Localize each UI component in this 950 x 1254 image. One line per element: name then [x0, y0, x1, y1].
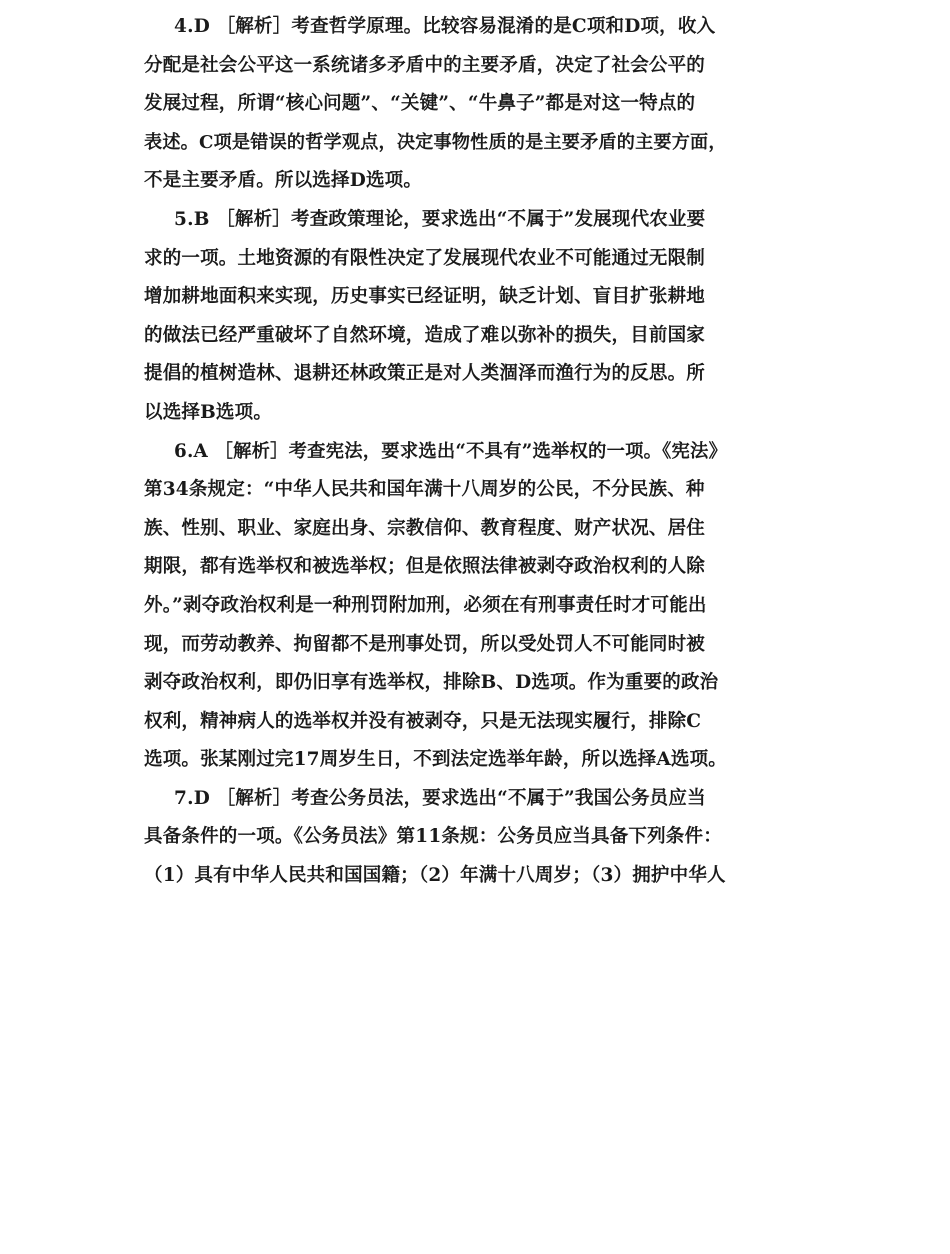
paragraph-4-line-5: 不是主要矛盾。所以选择D选项。 — [144, 170, 423, 192]
paragraph-4-line-3: 发展过程，所谓“核心问题”、“关键”、“牛鼻子”都是对这一特点的 — [144, 93, 696, 115]
paragraph-4-line-2: 分配是社会公平这一系统诸多矛盾中的主要矛盾，决定了社会公平的 — [144, 54, 706, 76]
paragraph-5-line-6: 以选择B选项。 — [144, 401, 273, 423]
answer-explanation-text — [144, 8, 730, 896]
paragraph-7-line-3: （1）具有中华人民共和国国籍；（2）年满十八周岁；（3）拥护中华人 — [144, 865, 726, 887]
paragraph-6-line-2: 第34条规定：“中华人民共和国年满十八周岁的公民，不分民族、种 — [144, 479, 705, 501]
paragraph-6-line-7: 剥夺政治权利，即仍旧享有选举权，排除B、D选项。作为重要的政治 — [144, 672, 719, 694]
paragraph-6-line-4: 期限，都有选举权和被选举权；但是依照法律被剥夺政治权利的人除 — [144, 556, 706, 578]
paragraph-6-line-3: 族、性别、职业、家庭出身、宗教信仰、教育程度、财产状况、居住 — [144, 517, 706, 539]
paragraph-6-line-6: 现，而劳动教养、拘留都不是刑事处罚，所以受处罚人不可能同时被 — [144, 633, 706, 655]
paragraph-5-line-1: 5.B ［解析］考查政策理论，要求选出“不属于”发展现代农业要 — [174, 208, 706, 230]
paragraph-6-line-8: 权利，精神病人的选举权并没有被剥夺，只是无法现实履行，排除C — [144, 710, 702, 732]
paragraph-5-line-2: 求的一项。土地资源的有限性决定了发展现代农业不可能通过无限制 — [144, 247, 706, 269]
paragraph-4-line-4: 表述。C项是错误的哲学观点，决定事物性质的是主要矛盾的主要方面， — [144, 131, 727, 153]
paragraph-6-line-9: 选项。张某刚过完17周岁生日，不到法定选举年龄，所以选择A选项。 — [144, 749, 728, 771]
paragraph-6-line-1: 6.A ［解析］考查宪法，要求选出“不具有”选举权的一项。《宪法》 — [174, 440, 728, 462]
paragraph-5-line-5: 提倡的植树造林、退耕还林政策正是对人类涸泽而渔行为的反思。所 — [144, 363, 706, 385]
paragraph-6-line-5: 外。”剥夺政治权利是一种刑罚附加刑，必须在有刑事责任时才可能出 — [144, 594, 707, 616]
paragraph-5-line-3: 增加耕地面积来实现，历史事实已经证明，缺乏计划、盲目扩张耕地 — [144, 286, 706, 308]
paragraph-7-line-1: 7.D ［解析］考查公务员法，要求选出“不属于”我国公务员应当 — [174, 787, 706, 809]
paragraph-7-line-2: 具备条件的一项。《公务员法》第11条规：公务员应当具备下列条件： — [144, 826, 722, 848]
paragraph-4-line-1: 4.D ［解析］考查哲学原理。比较容易混淆的是C项和D项，收入 — [174, 16, 716, 37]
paragraph-5-line-4: 的做法已经严重破坏了自然环境，造成了难以弥补的损失，目前国家 — [144, 324, 706, 346]
